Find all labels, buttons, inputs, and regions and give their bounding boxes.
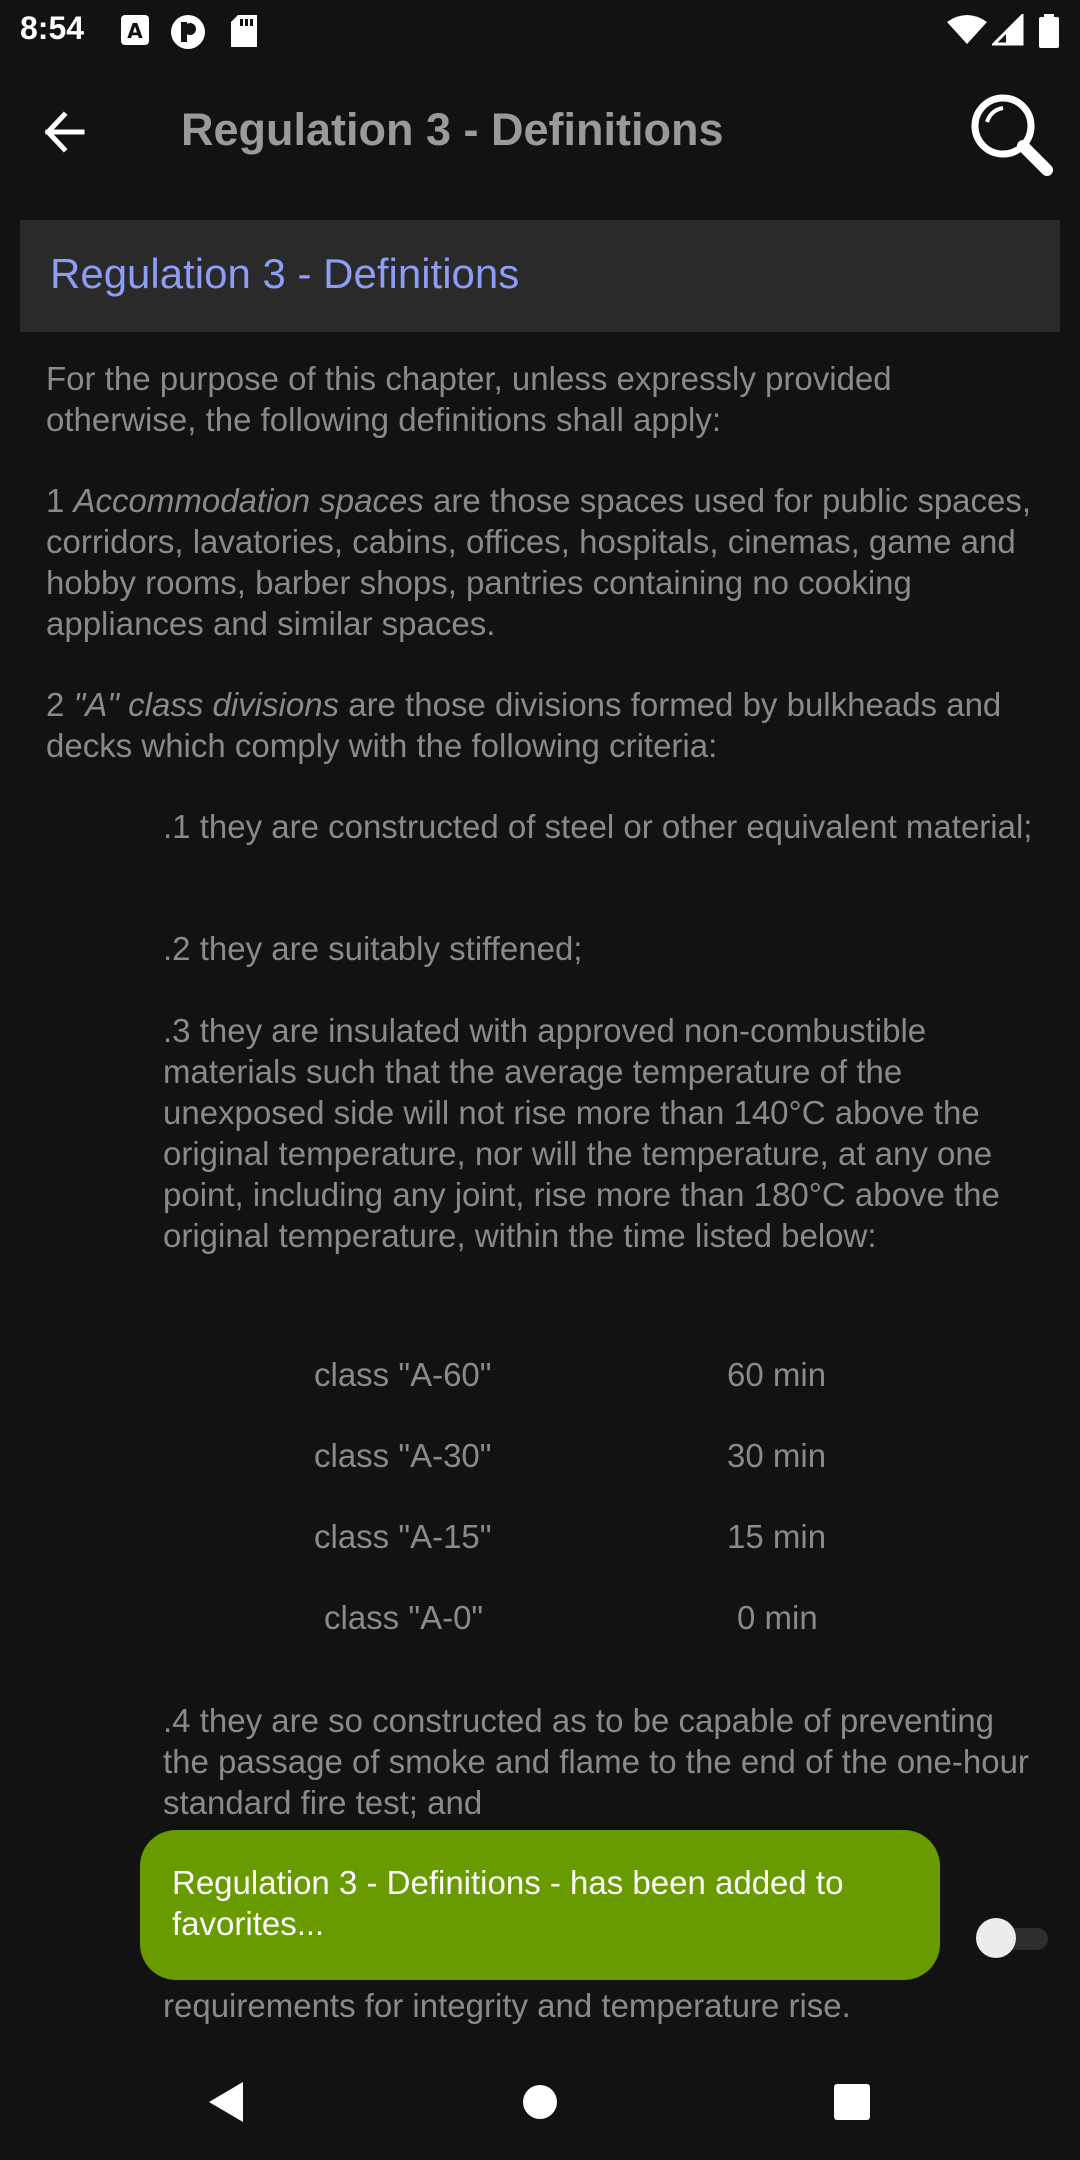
criterion-5-tail: requirements for integrity and temperature rise. <box>163 1987 851 2024</box>
section-title: Regulation 3 - Definitions <box>50 250 520 297</box>
class-label: class "A-60" <box>314 1356 492 1393</box>
class-label: class "A-0" <box>324 1599 484 1636</box>
definition-text: are those spaces used for public spaces, corridors, lavatories, cabins, offices, hospitals, cinemas, game and hobby rooms, barber shops, pantries containing no cooking appliances and similar spaces. <box>46 482 1032 642</box>
class-time: 15 min <box>727 1518 827 1555</box>
status-bar <box>0 0 1080 60</box>
class-time: 0 min <box>737 1599 818 1636</box>
app-bar <box>0 60 1080 205</box>
section-header <box>20 220 1060 332</box>
sd-card-icon <box>230 14 258 48</box>
nav-bar <box>0 2040 1080 2160</box>
battery-icon <box>1038 14 1060 48</box>
criterion-2: .2 they are suitably stiffened; <box>163 930 583 967</box>
class-time: 30 min <box>727 1437 827 1474</box>
svg-text:A: A <box>127 19 143 43</box>
definition-number: 1 <box>46 482 74 519</box>
definition-term: "A" class divisions <box>73 686 340 723</box>
arrow-left-icon[interactable] <box>38 102 98 162</box>
class-time: 60 min <box>727 1356 827 1393</box>
definition-a-class-divisions <box>46 684 1046 766</box>
recents-square-icon[interactable] <box>832 2080 872 2124</box>
search-icon[interactable] <box>965 88 1055 178</box>
definition-term: Accommodation spaces <box>73 482 424 519</box>
signal-icon <box>992 14 1024 46</box>
status-time: 8:54 <box>20 10 85 46</box>
home-circle-icon[interactable] <box>520 2080 560 2124</box>
app-title: Regulation 3 - Definitions <box>181 104 724 155</box>
wifi-icon <box>946 14 988 46</box>
intro-paragraph: For the purpose of this chapter, unless expressly provided otherwise, the following definitions shall apply: <box>46 360 892 438</box>
p-circle-icon <box>170 14 206 50</box>
criterion-4: .4 they are so constructed as to be capable of preventing the passage of smoke and flame to the end of the one-hour standard fire test; and <box>163 1702 1029 1821</box>
criterion-3: .3 they are insulated with approved non-combustible materials such that the average temperature of the unexposed side will not rise more than 140°C above the original temperature, nor will the temperature, at any one point, including any joint, rise more than 180°C above the original temperature, within the time listed below: <box>163 1012 1000 1254</box>
class-label: class "A-15" <box>314 1518 492 1555</box>
toast-message: Regulation 3 - Definitions - has been added to favorites... <box>172 1864 844 1942</box>
definition-accommodation-spaces <box>46 480 1046 644</box>
criterion-1: .1 they are constructed of steel or other equivalent material; <box>163 808 1033 845</box>
toast-notification <box>140 1830 940 1980</box>
definition-number: 2 <box>46 686 74 723</box>
toggle-switch[interactable] <box>970 1918 1050 1958</box>
class-label: class "A-30" <box>314 1437 492 1474</box>
back-triangle-icon[interactable] <box>205 2080 245 2124</box>
a-box-icon <box>120 14 150 46</box>
definition-text: are those divisions formed by bulkheads and decks which comply with the following criteria: <box>46 686 1002 764</box>
